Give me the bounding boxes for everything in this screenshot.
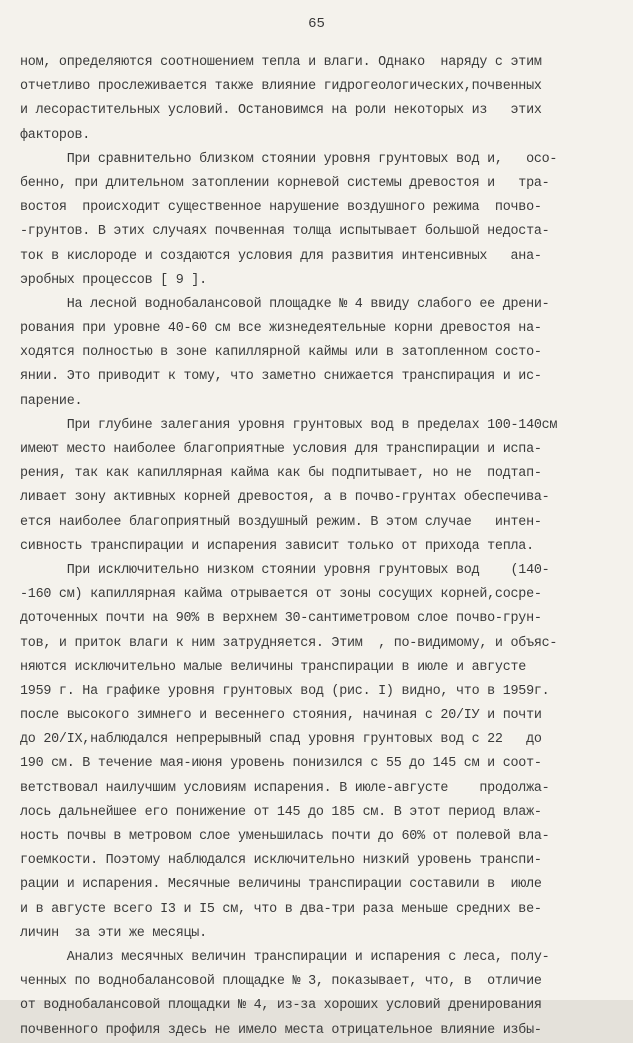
text-line: ток в кислороде и создаются условия для развития интенсивных ана- [20, 248, 542, 264]
text-line: факторов. [20, 127, 91, 143]
text-line: до 20/IX,наблюдался непрерывный спад уровня грунтовых вод с 22 до [20, 732, 542, 748]
text-line: лось дальнейшее его понижение от 145 до 185 см. В этот период влаж- [20, 804, 542, 820]
text-line: ность почвы в метровом слое уменьшилась почти до 60% от полевой вла- [20, 829, 550, 844]
text-line: ном, определяются соотношением тепла и влаги. Однако наряду с этим [20, 55, 542, 70]
text-line: На лесной воднобалансовой площадке № 4 ввиду слабого ее дрени- [20, 296, 550, 312]
text-line: -160 см) капиллярная кайма отрывается от зоны сосущих корней,сосре- [20, 587, 542, 603]
text-line: При исключительно низком стоянии уровня грунтовых вод (140- [20, 562, 550, 578]
text-line: ходятся полностью в зоне капиллярной каймы или в затопленном состо- [20, 345, 542, 361]
text-line: от воднобалансовой площадки № 4, из-за хороших условий дренирования [20, 998, 542, 1014]
text-line: ливает зону активных корней древостоя, а в почво-грунтах обеспечива- [20, 490, 550, 506]
text-line: няются исключительно малые величины транспирации в июле и августе [20, 659, 527, 675]
page-number: 65 [308, 16, 325, 32]
text-line: личин за эти же месяцы. [20, 925, 207, 941]
text-line: отчетливо прослеживается также влияние гидрогеологических,почвенных [20, 79, 542, 95]
text-line: Анализ месячных величин транспирации и испарения с леса, полу- [20, 949, 550, 965]
text-line: рации и испарения. Месячные величины транспирации составили в июле [20, 877, 542, 893]
text-line: рования при уровне 40-60 см все жизнедеятельные корни древостоя на- [20, 321, 542, 337]
text-line: гоемкости. Поэтому наблюдался исключительно низкий уровень транспи- [20, 853, 542, 869]
text-line: 190 см. В течение мая-июня уровень понизился с 55 до 145 см и соот- [20, 756, 542, 772]
text-line: сивность транспирации и испарения зависит только от прихода тепла. [20, 538, 534, 554]
text-line: и лесорастительных условий. Остановимся на роли некоторых из этих [20, 103, 542, 119]
text-line: ветствовал наилучшим условиям испарения. В июле-августе продолжа- [20, 780, 550, 796]
text-line: и в августе всего I3 и I5 см, что в два-три раза меньше средних ве- [20, 901, 542, 917]
text-line: При сравнительно близком стоянии уровня грунтовых вод и, осо- [20, 151, 558, 167]
text-line: после высокого зимнего и весеннего стояния, начиная с 20/IУ и почти [20, 708, 542, 724]
text-line: ется наиболее благоприятный воздушный режим. В этом случае интен- [20, 514, 542, 530]
text-line: парение. [20, 393, 83, 409]
text-line: ченных по воднобалансовой площадке № 3, показывает, что, в отличие [20, 974, 542, 990]
text-line: бенно, при длительном затоплении корневой системы древостоя и тра- [20, 175, 550, 191]
text-line: рения, так как капиллярная кайма как бы подпитывает, но не подтап- [20, 466, 542, 482]
text-line: доточенных почти на 90% в верхнем 30-сантиметровом слое почво-грун- [20, 611, 542, 627]
text-line: имеют место наиболее благоприятные условия для транспирации и испа- [20, 442, 542, 457]
text-line: востоя происходит существенное нарушение воздушного режима почво- [20, 200, 542, 216]
text-line: При глубине залегания уровня грунтовых вод в пределах 100-140см [20, 417, 558, 433]
text-line: янии. Это приводит к тому, что заметно снижается транспирация и ис- [20, 369, 542, 385]
text-line: почвенного профиля здесь не имело места отрицательное влияние избы- [20, 1022, 542, 1038]
text-line: 1959 г. На графике уровня грунтовых вод (рис. I) видно, что в 1959г. [20, 683, 550, 699]
text-line: -грунтов. В этих случаях почвенная толща испытывает большой недоста- [20, 224, 550, 240]
text-line: тов, и приток влаги к ним затрудняется. Этим , по-видимому, и объяс- [20, 635, 558, 651]
body-text [20, 51, 620, 1043]
text-line: эробных процессов [ 9 ]. [20, 272, 207, 288]
